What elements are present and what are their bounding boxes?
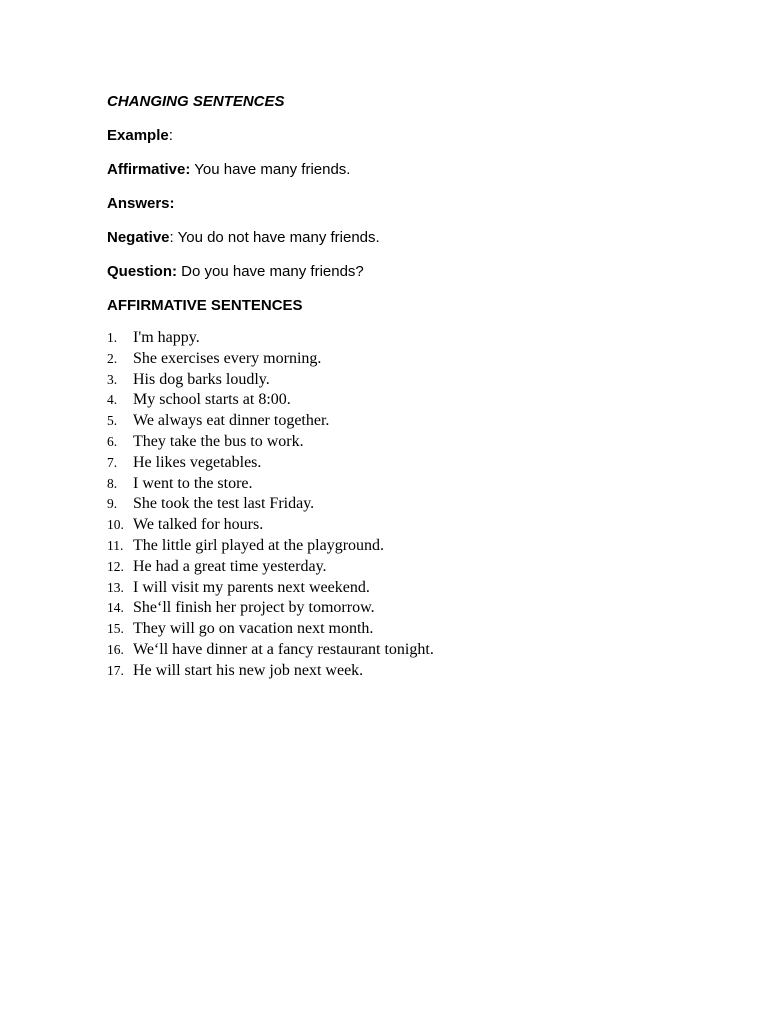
list-number: 10. [107, 517, 124, 533]
list-item [107, 370, 707, 391]
document-page [107, 92, 707, 682]
list-item [107, 661, 707, 682]
list-item [107, 411, 707, 432]
list-item [107, 578, 707, 599]
affirmative-line [107, 160, 707, 180]
list-text: I will visit my parents next weekend. [133, 578, 370, 596]
list-number: 3. [107, 371, 118, 387]
list-text: She‘ll finish her project by tomorrow. [133, 599, 375, 617]
list-item [107, 453, 707, 474]
list-text: He will start his new job next week. [133, 661, 364, 679]
list-text: I'm happy. [133, 329, 200, 346]
list-text: His dog barks loudly. [133, 370, 270, 388]
section-heading: AFFIRMATIVE SENTENCES [107, 297, 303, 314]
list-text: They will go on vacation next month. [133, 620, 374, 638]
example-suffix: : [168, 127, 173, 144]
list-item [107, 557, 707, 578]
negative-label: Negative [107, 229, 170, 246]
list-text: We always eat dinner together. [133, 412, 330, 430]
list-item [107, 390, 707, 411]
document-title: CHANGING SENTENCES [107, 93, 285, 110]
list-text: He had a great time yesterday. [133, 557, 327, 575]
list-number: 8. [107, 475, 118, 491]
list-item [107, 349, 707, 370]
list-number: 17. [107, 662, 124, 678]
list-text: We talked for hours. [133, 516, 264, 534]
list-number: 4. [107, 392, 118, 408]
list-text: She took the test last Friday. [133, 495, 315, 513]
list-number: 14. [107, 600, 124, 616]
list-item [107, 598, 707, 619]
list-number: 5. [107, 413, 118, 429]
list-number: 7. [107, 454, 118, 470]
list-item [107, 640, 707, 661]
sentence-list [107, 328, 707, 682]
list-item [107, 432, 707, 453]
list-text: They take the bus to work. [133, 432, 304, 450]
list-item [107, 474, 707, 495]
question-label: Question: [107, 263, 177, 280]
list-number: 6. [107, 433, 118, 449]
list-text: The little girl played at the playground. [133, 536, 385, 554]
list-text: We‘ll have dinner at a fancy restaurant tonight. [133, 640, 434, 658]
list-item [107, 494, 707, 515]
list-text: He likes vegetables. [133, 453, 262, 471]
list-text: I went to the store. [133, 474, 253, 492]
list-text: My school starts at 8:00. [133, 391, 291, 409]
example-line [107, 126, 707, 146]
list-item [107, 515, 707, 536]
list-number: 16. [107, 641, 124, 657]
answers-label: Answers: [107, 195, 175, 212]
affirmative-label: Affirmative: [107, 161, 191, 178]
example-label: Example [107, 127, 169, 144]
list-number: 11. [107, 537, 124, 553]
list-number: 12. [107, 558, 124, 574]
list-item [107, 536, 707, 557]
list-item [107, 328, 707, 349]
list-number: 2. [107, 350, 118, 366]
list-number: 15. [107, 621, 124, 637]
question-text: Do you have many friends? [177, 263, 364, 280]
list-item [107, 619, 707, 640]
negative-text: : You do not have many friends. [169, 229, 380, 246]
list-text: She exercises every morning. [133, 349, 322, 367]
list-number: 1. [107, 330, 118, 345]
negative-line [107, 228, 707, 248]
list-number: 13. [107, 579, 124, 595]
question-line [107, 262, 707, 282]
list-number: 9. [107, 496, 118, 512]
affirmative-text: You have many friends. [190, 161, 351, 178]
